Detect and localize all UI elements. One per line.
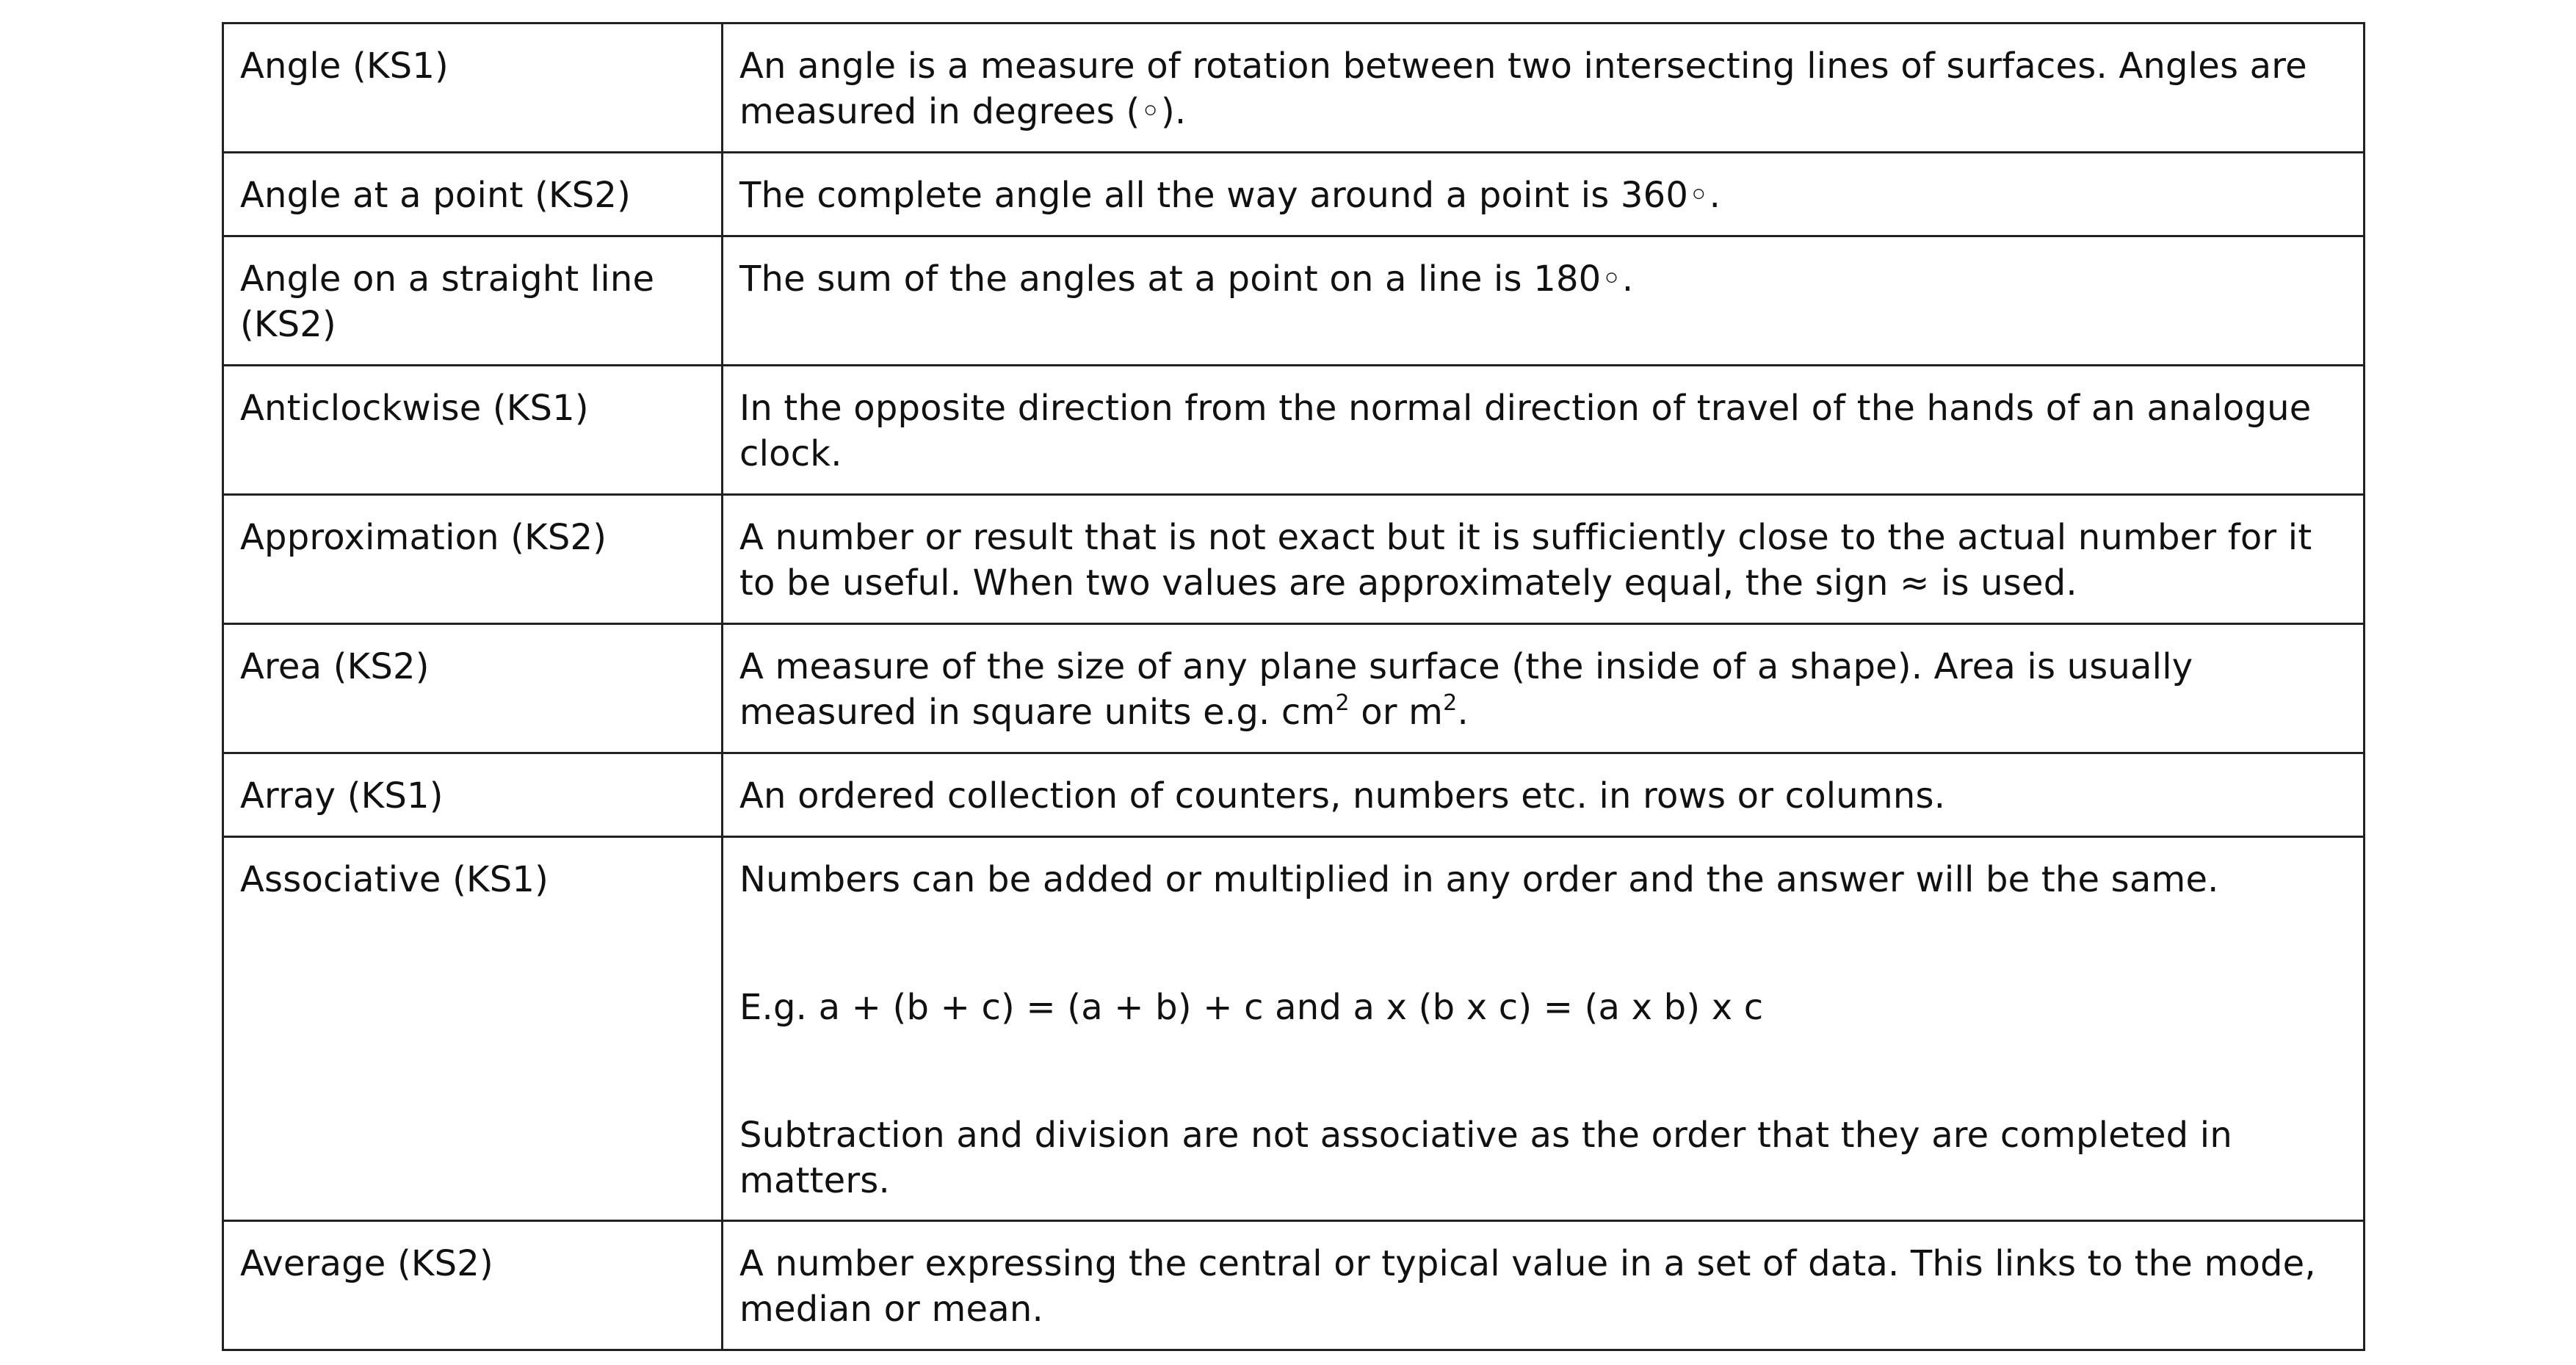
definition-cell: An angle is a measure of rotation between two intersecting lines of surfaces. Angles are measured in degrees (◦). bbox=[723, 23, 2365, 153]
term-cell: Angle at a point (KS2) bbox=[223, 153, 723, 236]
table-row bbox=[223, 366, 2365, 495]
term-cell: Angle on a straight line (KS2) bbox=[223, 236, 723, 366]
definition-paragraph: Numbers can be added or multiplied in any order and the answer will be the same. bbox=[739, 859, 2219, 900]
table-row bbox=[223, 1221, 2365, 1350]
table-row bbox=[223, 837, 2365, 1221]
term-cell: Average (KS2) bbox=[223, 1221, 723, 1350]
table-row bbox=[223, 753, 2365, 837]
definition-text: . bbox=[1457, 692, 1469, 733]
table-row bbox=[223, 236, 2365, 366]
definition-cell bbox=[723, 837, 2365, 1221]
paragraph-gap bbox=[739, 1030, 2347, 1112]
term-cell: Angle (KS1) bbox=[223, 23, 723, 153]
definition-paragraph: Subtraction and division are not associative as the order that they are completed in matters. bbox=[739, 1115, 2232, 1201]
term-cell: Area (KS2) bbox=[223, 624, 723, 753]
table-row bbox=[223, 495, 2365, 624]
definition-cell: An ordered collection of counters, numbers etc. in rows or columns. bbox=[723, 753, 2365, 837]
definition-cell: A number or result that is not exact but it is sufficiently close to the actual number for it to be useful. When two values are approximately equal, the sign ≈ is used. bbox=[723, 495, 2365, 624]
glossary-table bbox=[222, 22, 2365, 1351]
definition-cell: A number expressing the central or typical value in a set of data. This links to the mode, median or mean. bbox=[723, 1221, 2365, 1350]
term-cell: Array (KS1) bbox=[223, 753, 723, 837]
term-cell: Approximation (KS2) bbox=[223, 495, 723, 624]
table-row bbox=[223, 23, 2365, 153]
definition-cell: In the opposite direction from the normal direction of travel of the hands of an analogue clock. bbox=[723, 366, 2365, 495]
superscript: 2 bbox=[1335, 690, 1350, 716]
superscript: 2 bbox=[1443, 690, 1458, 716]
definition-text: or m bbox=[1349, 692, 1444, 733]
term-cell: Anticlockwise (KS1) bbox=[223, 366, 723, 495]
definition-cell bbox=[723, 624, 2365, 753]
paragraph-gap bbox=[739, 902, 2347, 985]
table-row bbox=[223, 153, 2365, 236]
definition-example: E.g. a + (b + c) = (a + b) + c and a x (b x c) = (a x b) x c bbox=[739, 987, 1764, 1028]
definition-cell: The complete angle all the way around a point is 360◦. bbox=[723, 153, 2365, 236]
table-row bbox=[223, 624, 2365, 753]
definition-text: A measure of the size of any plane surface (the inside of a shape). Area is usually measured in square units e.g. cm bbox=[739, 646, 2193, 733]
term-cell: Associative (KS1) bbox=[223, 837, 723, 1221]
definition-cell: The sum of the angles at a point on a line is 180◦. bbox=[723, 236, 2365, 366]
